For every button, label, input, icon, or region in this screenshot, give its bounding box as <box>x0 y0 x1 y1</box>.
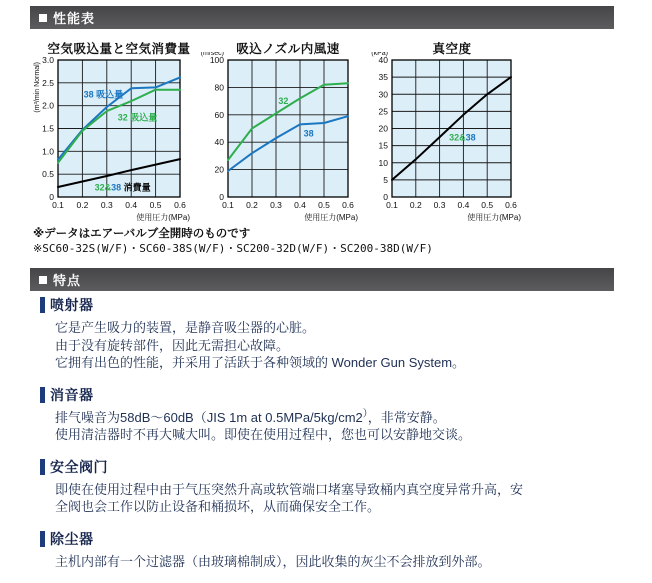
feature-line: 全阀也会工作以防止设备和桶损坏，从而确保安全工作。 <box>55 499 381 514</box>
series-label: 38 吸込量 <box>83 89 124 100</box>
chart-vacuum-degree <box>362 52 532 229</box>
features-section-header <box>30 268 614 291</box>
y-tick-label: 10 <box>378 157 388 168</box>
x-tick-label: 0.6 <box>505 200 517 210</box>
x-tick-label: 0.1 <box>386 200 398 210</box>
y-unit-label: (m³/min Normal) <box>34 62 41 113</box>
feature-line: 主机内部有一个过滤器（由玻璃棉制成），因此收集的灰尘不会排放到外部。 <box>55 553 491 569</box>
plot-area <box>228 60 348 197</box>
y-tick-label: 40 <box>378 55 388 65</box>
features-section-title: 特点 <box>53 273 82 288</box>
feature-item <box>40 295 615 372</box>
x-tick-label: 0.4 <box>125 200 138 210</box>
y-tick-label: 20 <box>214 164 224 175</box>
y-tick-label: 40 <box>214 137 224 148</box>
feature-body <box>55 409 615 444</box>
y-tick-label: 60 <box>214 109 224 120</box>
feature-item <box>40 385 615 444</box>
feature-item <box>40 529 615 571</box>
feature-line: 它拥有出色的性能，并采用了活跃于各种领域的 Wonder Gun System。 <box>55 355 466 370</box>
y-unit-label: (kPa) <box>371 52 388 57</box>
chart-canvas <box>28 52 204 224</box>
feature-title: 消音器 <box>50 386 94 403</box>
y-tick-label: 15 <box>378 140 388 151</box>
x-tick-label: 0.5 <box>149 200 162 210</box>
x-tick-label: 0.1 <box>222 200 234 210</box>
y-tick-label: 35 <box>378 72 388 83</box>
x-tick-label: 0.3 <box>100 200 113 210</box>
x-tick-label: 0.2 <box>409 200 422 210</box>
x-tick-label: 0.1 <box>52 200 64 210</box>
chart2-title: 吸込ノズル内風速 <box>236 42 340 56</box>
x-tick-label: 0.5 <box>318 200 330 210</box>
feature-body <box>55 553 615 571</box>
y-tick-label: 2.5 <box>42 77 54 88</box>
x-tick-label: 0.4 <box>294 200 306 210</box>
series-label: 32&38 <box>449 132 476 143</box>
y-tick-label: 25 <box>378 106 388 117</box>
y-tick-label: 2.0 <box>42 100 54 111</box>
x-tick-label: 0.3 <box>433 200 446 210</box>
series-label: 32 吸込量 <box>117 112 158 123</box>
y-tick-label: 30 <box>378 89 388 100</box>
y-tick-label: 0.5 <box>42 169 54 180</box>
square-bullet-icon <box>39 14 47 22</box>
x-axis-label: 使用圧力(MPa) <box>304 213 358 222</box>
y-unit-label: (m/sec) <box>200 52 224 57</box>
y-tick-label: 3.0 <box>42 55 54 65</box>
y-tick-label: 5 <box>383 174 388 185</box>
x-tick-label: 0.5 <box>481 200 494 210</box>
chart-nozzle-wind-speed <box>198 52 368 229</box>
performance-section-header <box>30 6 614 29</box>
performance-section-title: 性能表 <box>53 11 96 26</box>
y-tick-label: 20 <box>378 123 388 134</box>
x-tick-label: 0.4 <box>457 200 470 210</box>
x-tick-label: 0.6 <box>342 200 354 210</box>
features-list <box>40 295 615 583</box>
vertical-bar-icon <box>40 531 45 547</box>
y-tick-label: 0 <box>219 192 224 202</box>
y-tick-label: 0 <box>383 192 388 202</box>
chart-air-intake-consumption <box>28 52 204 229</box>
feature-title: 喷射器 <box>50 297 94 313</box>
vertical-bar-icon <box>40 387 45 403</box>
feature-body <box>55 481 615 516</box>
y-tick-label: 1.0 <box>42 146 54 157</box>
x-tick-label: 0.2 <box>246 200 258 210</box>
feature-title: 安全阀门 <box>50 458 108 475</box>
feature-item <box>40 457 615 516</box>
feature-line: 使用清洁器时不再大喊大叫。即使在使用过程中，您也可以安静地交谈。 <box>55 427 472 442</box>
series-label: 32 <box>278 95 289 106</box>
note-air-valve: ※データはエアーバルブ全開時のものです <box>33 228 251 240</box>
feature-line: 即使在使用过程中由于气压突然升高或软管端口堵塞导致桶内真空度异常升高，安 <box>55 481 524 497</box>
chart3-title: 真空度 <box>432 42 472 56</box>
y-tick-label: 0 <box>49 192 54 202</box>
feature-line: 排气噪音为58dB～60dB（JIS 1m at 0.5MPa/5kg/cm2），非常安静。 <box>55 408 446 425</box>
feature-line: 由于没有旋转部件，因此无需担心故障。 <box>55 337 290 353</box>
feature-body <box>55 319 615 372</box>
vertical-bar-icon <box>40 459 45 475</box>
series-label: 38 <box>303 128 314 139</box>
feature-title: 除尘器 <box>50 530 94 547</box>
y-tick-label: 1.5 <box>42 123 54 134</box>
x-axis-label: 使用圧力(MPa) <box>467 213 521 222</box>
y-tick-label: 80 <box>214 82 224 93</box>
vertical-bar-icon <box>40 297 45 313</box>
chart-canvas <box>198 52 368 224</box>
square-bullet-icon <box>39 276 47 284</box>
chart-canvas <box>362 52 532 224</box>
y-tick-label: 100 <box>209 55 224 65</box>
chart1-title: 空気吸込量と空気消費量 <box>47 42 191 56</box>
x-tick-label: 0.2 <box>76 200 89 210</box>
feature-line: 它是产生吸力的装置，是静音吸尘器的心脏。 <box>55 320 316 335</box>
x-tick-label: 0.6 <box>174 200 186 210</box>
series-label: 32&38 消費量 <box>94 182 151 193</box>
x-tick-label: 0.3 <box>270 200 282 210</box>
x-axis-label: 使用圧力(MPa) <box>136 213 190 222</box>
note-model-list: ※SC60-32S(W/F)・SC60-38S(W/F)・SC200-32D(W/F)・SC200-38D(W/F) <box>33 242 433 255</box>
